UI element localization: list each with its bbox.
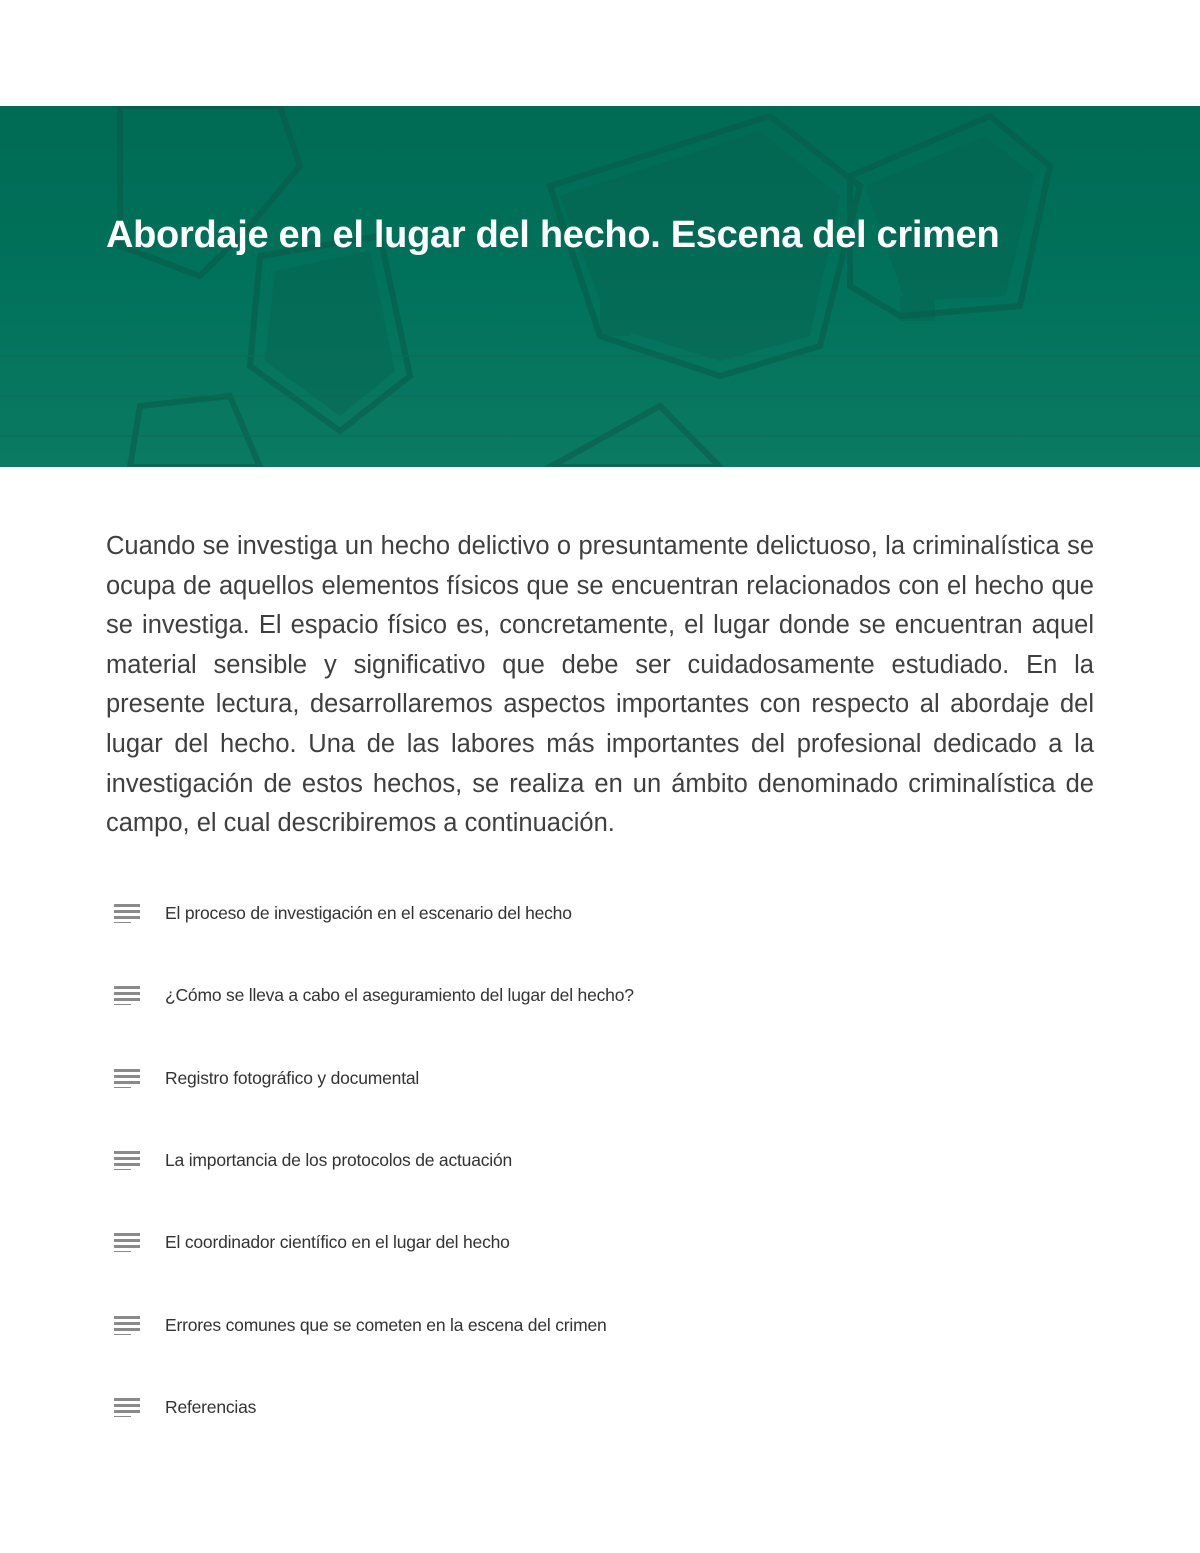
lesson-label[interactable]: El coordinador científico en el lugar del hecho: [165, 1231, 510, 1252]
lesson-label[interactable]: Registro fotográfico y documental: [165, 1067, 420, 1088]
lesson-item[interactable]: [114, 872, 572, 954]
intro-paragraph: Cuando se investiga un hecho delictivo o presuntamente delictuoso, la criminalística se ocupa de aquellos elementos físicos que se encuentran relacionados con el hecho que se investiga. El espacio físico es, concretamente, el lugar donde se encuentran aquel material sensible y significativo que debe ser cuidadosamente estudiado. En la presente lectura, desarrollaremos aspectos importantes con respecto al abordaje del lugar del hecho. Una de las labores más importantes del profesional dedicado a la investigación de estos hechos, se realiza en un ámbito denominado criminalística de campo, el cual describiremos a continuación.: [106, 532, 1094, 838]
lesson-label[interactable]: Errores comunes que se cometen en la escena del crimen: [165, 1314, 607, 1335]
background-shapes: [0, 106, 1200, 467]
text-lines-icon: [114, 903, 140, 923]
lesson-item[interactable]: [114, 954, 634, 1036]
lesson-label[interactable]: La importancia de los protocolos de actuación: [165, 1149, 513, 1170]
lesson-item[interactable]: [114, 1119, 512, 1201]
text-lines-icon: [114, 1397, 140, 1417]
header-banner: [0, 106, 1200, 467]
page-title: Abordaje en el lugar del hecho. Escena del crimen: [106, 214, 1000, 256]
lesson-item[interactable]: [114, 1201, 510, 1283]
lesson-item[interactable]: [114, 1284, 607, 1366]
text-lines-icon: [114, 1068, 140, 1088]
text-lines-icon: [114, 1232, 140, 1252]
lesson-label[interactable]: Referencias: [165, 1396, 257, 1417]
text-lines-icon: [114, 985, 140, 1005]
lesson-label[interactable]: ¿Cómo se lleva a cabo el aseguramiento del lugar del hecho?: [165, 984, 634, 1005]
lesson-label[interactable]: El proceso de investigación en el escenario del hecho: [165, 902, 572, 923]
lesson-item[interactable]: [114, 1366, 256, 1448]
text-lines-icon: [114, 1150, 140, 1170]
text-lines-icon: [114, 1315, 140, 1335]
lesson-item[interactable]: [114, 1037, 419, 1119]
